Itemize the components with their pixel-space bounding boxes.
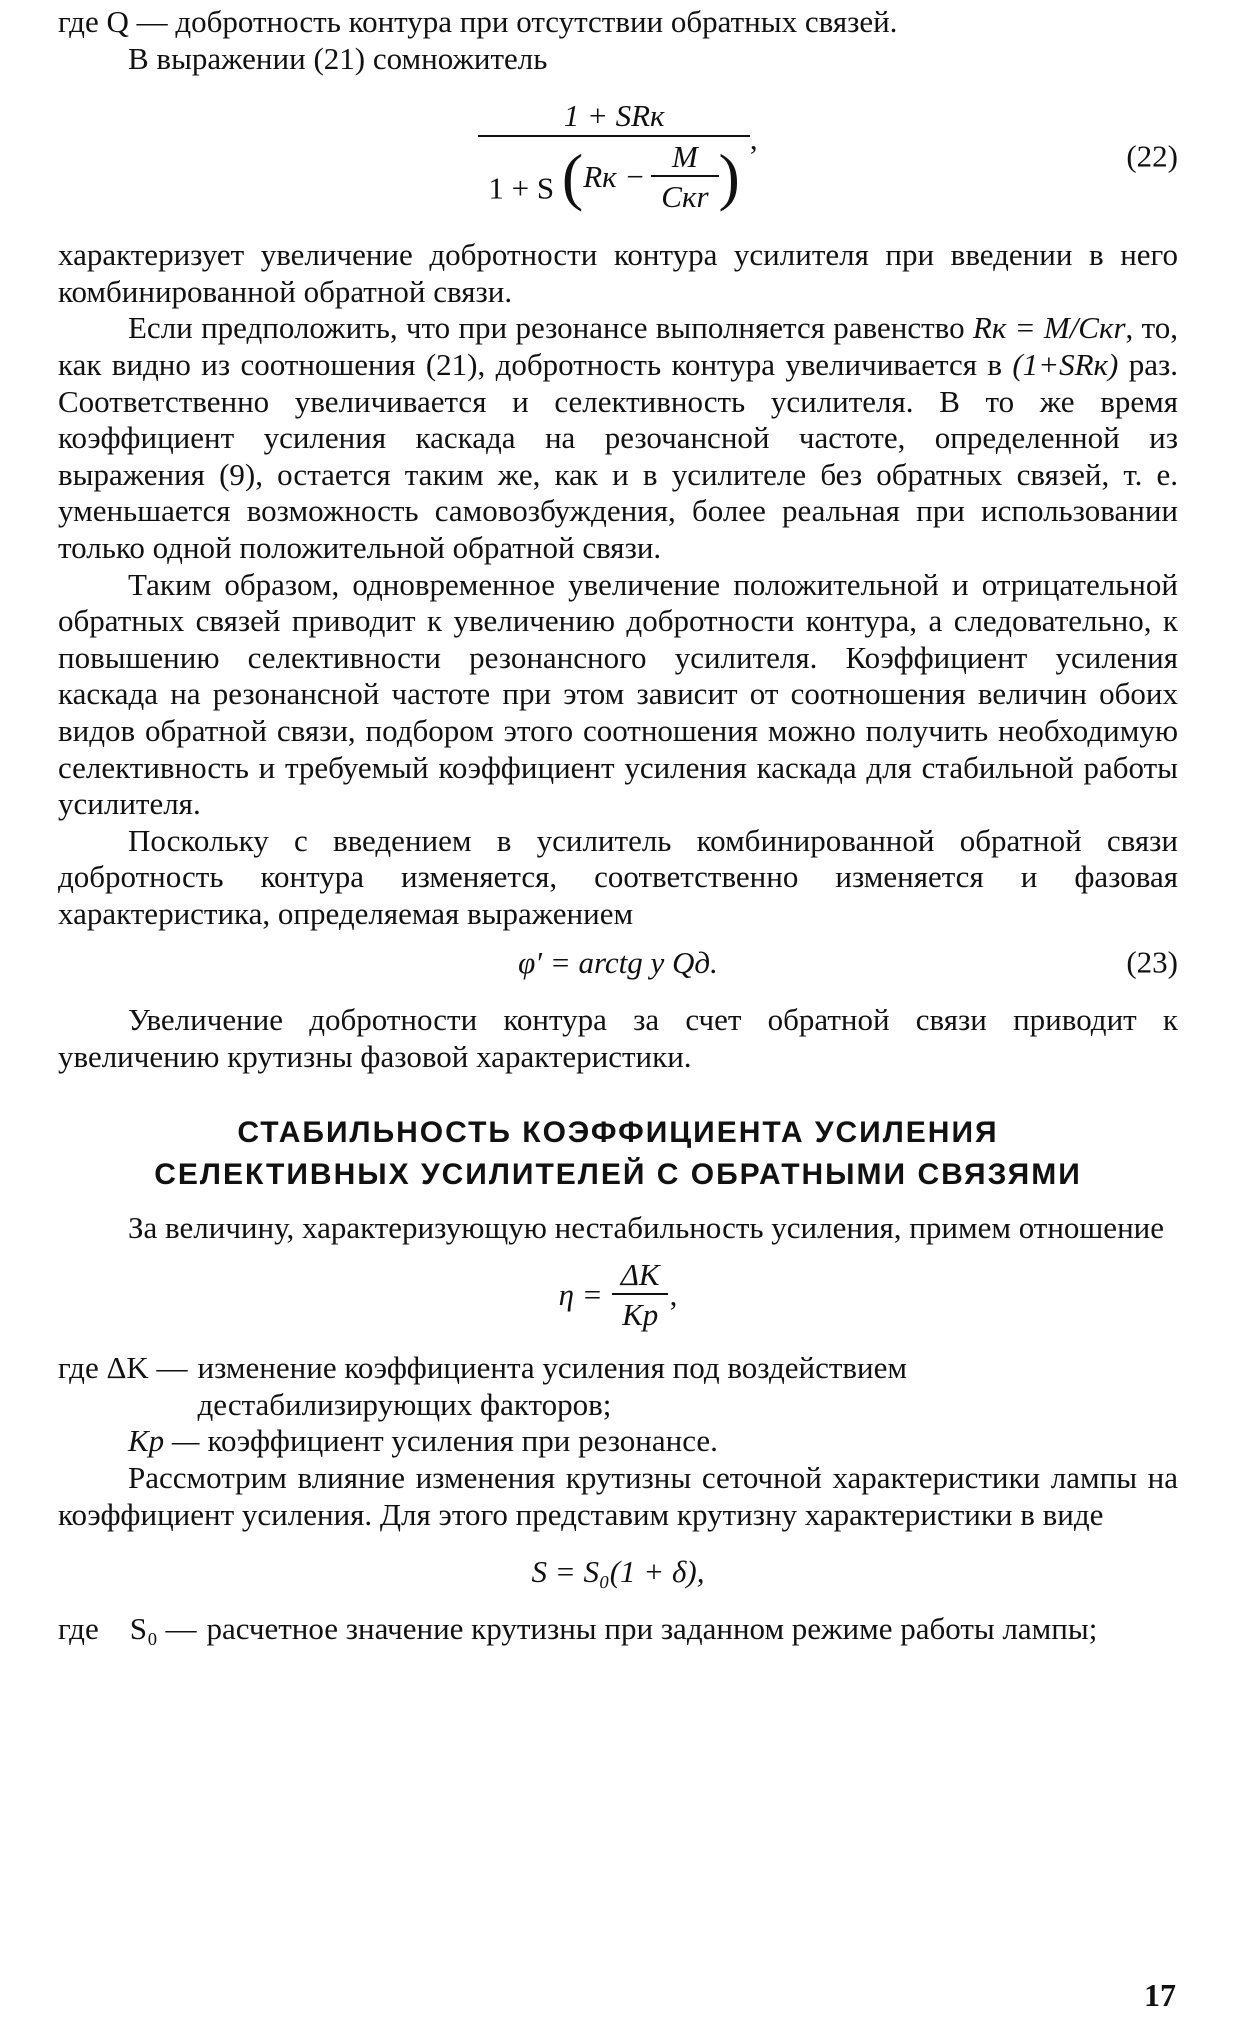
inline-equality: Rк = M/Cкr xyxy=(972,310,1126,346)
def-s0-lead: где S₀ — xyxy=(58,1611,197,1647)
heading-line1: СТАБИЛЬНОСТЬ КОЭФФИЦИЕНТА УСИЛЕНИЯ xyxy=(237,1115,999,1149)
eta-lhs: η = xyxy=(558,1276,603,1312)
if-assume-part2: , то, как видно из соотношения (21), добротность контура увеличивается в xyxy=(58,310,1178,382)
right-paren: ) xyxy=(718,141,740,213)
equation-23 xyxy=(58,936,1178,990)
paragraph-since: Поскольку с введением в усилитель комбинированной обратной связи добротность контура изменяется, соответственно изменяется и фазовая характеристика, определяемая выражением xyxy=(58,822,1178,931)
q-definition-line: где Q — добротность контура при отсутствии обратных связей. xyxy=(58,4,898,39)
if-assume-part3: раз. Соответственно увеличивается и селективность усилителя. В то же время коэффициент усиления каскада на резочансной частоте, определенной из выражения (9), остается таким же, как и в усилителе без обратных связей, т. е. уменьшается возможность самовозбуждения, более реальная при использовании только одной положительной обратной связи. xyxy=(58,346,1179,565)
def-dk xyxy=(58,1350,1178,1423)
eq22-number: (22) xyxy=(1126,138,1178,174)
paragraph-for-value: За величину, характеризующую нестабильность усиления, примем отношение xyxy=(128,1209,1165,1245)
eq22-inner-den: Cкr xyxy=(651,175,718,216)
eq23-formula: φ′ = arctg y Qд. xyxy=(518,945,718,981)
eq22-comma: , xyxy=(749,121,758,157)
eta-numerator: ΔK xyxy=(620,1256,660,1292)
inline-factor: (1+SRк) xyxy=(1012,346,1119,382)
paragraph-expression-21: В выражении (21) сомножитель xyxy=(128,40,548,76)
eq22-den-rk: Rк − xyxy=(583,159,646,195)
paragraph-characterizes: характеризует увеличение добротности контура усилителя при введении в него комбинированной обратной связи. xyxy=(58,237,1178,309)
paragraph-increase: Увеличение добротности контура за счет обратной связи приводит к увеличению крутизны фазовой характеристики. xyxy=(58,1002,1178,1075)
eq22-denominator xyxy=(478,135,749,216)
paragraph-if-assume xyxy=(58,310,1178,566)
eq22-den-left: 1 + S xyxy=(488,170,555,206)
eq22-numerator: 1 + SRк xyxy=(563,98,665,134)
if-assume-part1: Если предположить, что при резонансе выполняется равенство xyxy=(128,310,965,346)
def-dk-lead: где ΔK — xyxy=(58,1350,188,1386)
eta-fraction xyxy=(611,1257,670,1334)
left-paren: ( xyxy=(561,141,584,213)
def-kr-text: коэффициент усиления при резонансе. xyxy=(207,1423,718,1459)
book-page xyxy=(58,4,1178,2014)
page-number: 17 xyxy=(1144,1977,1176,2014)
s-formula: S = S₀(1 + δ), xyxy=(531,1553,705,1589)
eta-equation xyxy=(58,1250,1178,1340)
def-s0 xyxy=(58,1611,1178,1648)
eq23-number: (23) xyxy=(1126,945,1178,981)
heading-line2: СЕЛЕКТИВНЫХ УСИЛИТЕЛЕЙ С ОБРАТНЫМИ СВЯЗЯМИ xyxy=(154,1157,1082,1191)
s-equation xyxy=(58,1537,1178,1607)
eq22-paren-group xyxy=(562,139,740,216)
eq22-fraction xyxy=(478,98,749,216)
def-dk-text: изменение коэффициента усиления под воздействием дестабилизирующих факторов; xyxy=(197,1350,908,1422)
eta-comma: , xyxy=(669,1276,678,1312)
def-kr-lead: Kp — xyxy=(128,1423,200,1459)
definitions-dk-kr xyxy=(58,1350,1178,1460)
equation-22 xyxy=(58,81,1178,233)
eq22-inner-fraction xyxy=(651,139,718,216)
def-s0-text: расчетное значение крутизны при заданном режиме работы лампы; xyxy=(206,1611,1098,1647)
eta-denominator: Kp xyxy=(612,1293,668,1334)
eq22-inner-num: M xyxy=(672,138,698,174)
paragraph-thus: Таким образом, одновременное увеличение положительной и отрицательной обратных связей приводит к увеличению добротности контура, а следовательно, к повышению селективности резонансного усилителя. Коэффициент усиления каскада на резонансной частоте при этом зависит от соотношения величин обоих видов обратной связи, подбором этого соотношения можно получить необходимую селективность и требуемый коэффициент усиления каскада для стабильной работы усилителя. xyxy=(58,566,1178,822)
section-heading xyxy=(58,1112,1178,1196)
paragraph-consider: Рассмотрим влияние изменения крутизны сеточной характеристики лампы на коэффициент усиления. Для этого представим крутизну характеристики в виде xyxy=(58,1460,1178,1532)
def-kr xyxy=(128,1423,1178,1460)
